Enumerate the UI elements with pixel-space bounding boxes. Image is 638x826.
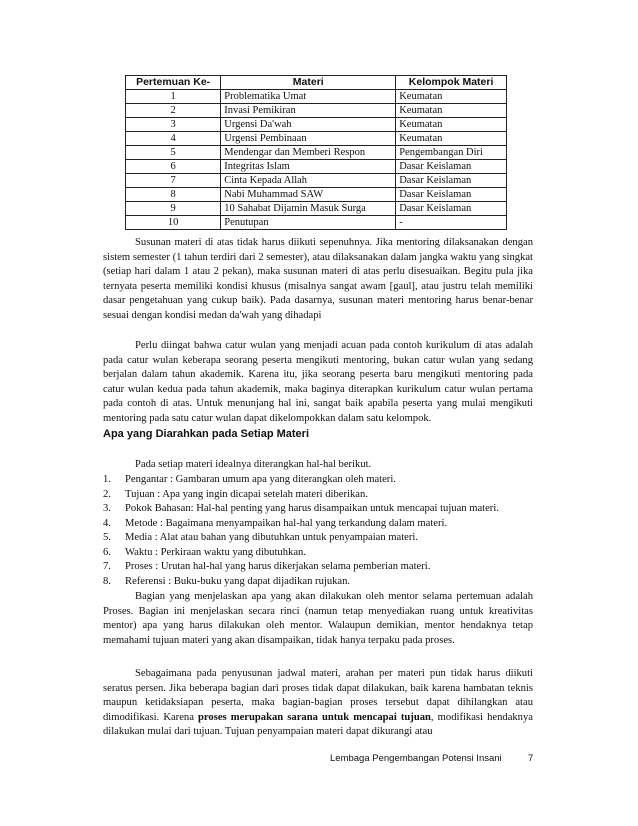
list-item-text: Proses : Urutan hal-hal yang harus dikerjakan selama pemberian materi. [125, 561, 431, 572]
list-item [103, 517, 533, 532]
table-row [126, 174, 507, 188]
cell-material: Integritas Islam [221, 160, 396, 174]
cell-material: Cinta Kepada Allah [221, 174, 396, 188]
list-item [103, 502, 533, 517]
table-row [126, 90, 507, 104]
cell-group: - [396, 216, 507, 230]
list-item [103, 560, 533, 575]
list-item-text: Tujuan : Apa yang ingin dicapai setelah materi diberikan. [125, 488, 368, 500]
table-row [126, 216, 507, 230]
paragraph-text: Perlu diingat bahwa catur wulan yang menjadi acuan pada contoh kurikulum di atas adalah pada catur wulan keberapa seorang peserta mengikuti mentoring, bukan catur wulan yang sedang berjalan dalam tahun akademik. Karena itu, jika seorang peserta baru mengikuti mentoring pada catur wulan kedua pada tahun akademik, maka baginya diterapkan kurikulum catur wulan pertama pada contoh di atas. Untuk menunjang hal ini, sangat baik apabila peserta yang mulai mengikuti mentoring pada satu catur wulan dapat dikelompokkan dalam satu kelompok. [103, 340, 533, 424]
footer-publisher: Lembaga Pengembangan Potensi Insani [330, 753, 502, 764]
paragraph-modification [103, 667, 533, 740]
table-row [126, 160, 507, 174]
cell-group: Dasar Keislaman [396, 174, 507, 188]
list-item-number: 8. [103, 575, 111, 587]
cell-meeting-number: 10 [126, 216, 221, 230]
list-item-text: Metode : Bagaimana menyampaikan hal-hal yang terkandung dalam materi. [125, 517, 448, 529]
list-item [103, 531, 533, 546]
table-row [126, 146, 507, 160]
paragraph-quarter [103, 339, 533, 427]
cell-material: Problematika Umat [221, 90, 396, 104]
table-row [126, 132, 507, 146]
list-item-number: 4. [103, 517, 111, 529]
list-item-number: 1. [103, 474, 111, 485]
cell-meeting-number: 4 [126, 132, 221, 146]
table-row [126, 188, 507, 202]
cell-group: Dasar Keislaman [396, 160, 507, 174]
cell-group: Keumatan [396, 132, 507, 146]
list-item-number: 7. [103, 561, 111, 572]
cell-material: Penutupan [221, 216, 396, 230]
paragraph-text: , modifikasi hendaknya dilakukan mulai dari tujuan. Tujuan penyampaian materi dapat dikurangi atau [103, 711, 533, 738]
list-item-text: Pokok Bahasan: Hal-hal penting yang harus disampaikan untuk mencapai tujuan materi. [125, 503, 499, 514]
cell-meeting-number: 8 [126, 188, 221, 202]
header-group: Kelompok Materi [396, 76, 507, 90]
cell-meeting-number: 6 [126, 160, 221, 174]
list-item-text: Referensi : Buku-buku yang dapat dijadikan rujukan. [125, 575, 351, 587]
cell-material: Urgensi Da'wah [221, 118, 396, 132]
cell-meeting-number: 7 [126, 174, 221, 188]
list-item-text: Pengantar : Gambaran umum apa yang diterangkan oleh materi. [125, 474, 396, 485]
header-material: Materi [221, 76, 396, 90]
section-heading: Apa yang Diarahkan pada Setiap Materi [103, 428, 310, 440]
list-item-number: 6. [103, 546, 111, 558]
paragraph-text: Sebagaimana pada penyusunan jadwal materi, arahan per materi pun tidak harus diikuti seratus persen. Jika beberapa bagian dari proses tidak dapat dilakukan, baik karena hambatan teknis maupun ketidaksiapan peserta, maka bagian-bagian proses tersebut dapat dihilangkan atau dimodifikasi. Karena [103, 668, 533, 723]
list-item [103, 473, 533, 488]
cell-meeting-number: 3 [126, 118, 221, 132]
list-item [103, 575, 533, 590]
list-item-number: 5. [103, 532, 111, 543]
list-item-number: 3. [103, 503, 111, 514]
cell-group: Dasar Keislaman [396, 202, 507, 216]
cell-meeting-number: 5 [126, 146, 221, 160]
cell-meeting-number: 9 [126, 202, 221, 216]
list-item-text: Waktu : Perkiraan waktu yang dibutuhkan. [125, 546, 306, 558]
page-number: 7 [528, 753, 534, 764]
cell-material: Mendengar dan Memberi Respon [221, 146, 396, 160]
paragraph-process [103, 590, 533, 648]
paragraph-text: Susunan materi di atas tidak harus diikuti sepenuhnya. Jika mentoring dilaksanakan dengan sistem semester (1 tahun terdiri dari 2 semester), atau dilaksanakan dalam jangka waktu yang singkat (setiap hari dalam 1 atau 2 pekan), maka susunan materi di atas perlu disesuaikan. Begitu pula jika ternyata peserta memiliki kondisi khusus (misalnya sangat awam [gaul], atau justru telah memiliki dasar pengetahuan yang cukup baik). Pada dasarnya, susunan materi mentoring harus benar-benar sesuai dengan kondisi medan da'wah yang dihadapi [103, 237, 533, 321]
list-item-text: Media : Alat atau bahan yang dibutuhkan untuk penyampaian materi. [125, 532, 419, 543]
cell-group: Keumatan [396, 118, 507, 132]
cell-group: Keumatan [396, 104, 507, 118]
list-item-number: 2. [103, 488, 111, 500]
table-row [126, 104, 507, 118]
cell-meeting-number: 2 [126, 104, 221, 118]
section-intro: Pada setiap materi idealnya diterangkan hal-hal berikut. [135, 459, 372, 470]
cell-group: Keumatan [396, 90, 507, 104]
cell-material: Nabi Muhammad SAW [221, 188, 396, 202]
curriculum-table [125, 75, 507, 230]
cell-material: Invasi Pemikiran [221, 104, 396, 118]
emphasis-text: proses merupakan sarana untuk mencapai tujuan [198, 711, 431, 723]
table-header-row [126, 76, 507, 90]
cell-group: Pengembangan Diri [396, 146, 507, 160]
list-item [103, 488, 533, 503]
list-item [103, 546, 533, 561]
cell-meeting-number: 1 [126, 90, 221, 104]
material-elements-list [103, 473, 533, 589]
paragraph-arrangement [103, 236, 533, 324]
cell-group: Dasar Keislaman [396, 188, 507, 202]
table-body [126, 90, 507, 230]
cell-material: 10 Sahabat Dijamin Masuk Surga [221, 202, 396, 216]
table-row [126, 118, 507, 132]
header-meeting: Pertemuan Ke- [126, 76, 221, 90]
paragraph-text: Bagian yang menjelaskan apa yang akan dilakukan oleh mentor selama pertemuan adalah Proses. Bagian ini menjelaskan secara rinci (namun tetap menyediakan ruang untuk kreativitas mentor) apa yang harus dilakukan oleh mentor. Walaupun demikian, mentor hendaknya tetap memahami tujuan materi yang akan disampaikan, tidak hanya terpaku pada proses. [103, 591, 533, 646]
table-row [126, 202, 507, 216]
cell-material: Urgensi Pembinaan [221, 132, 396, 146]
